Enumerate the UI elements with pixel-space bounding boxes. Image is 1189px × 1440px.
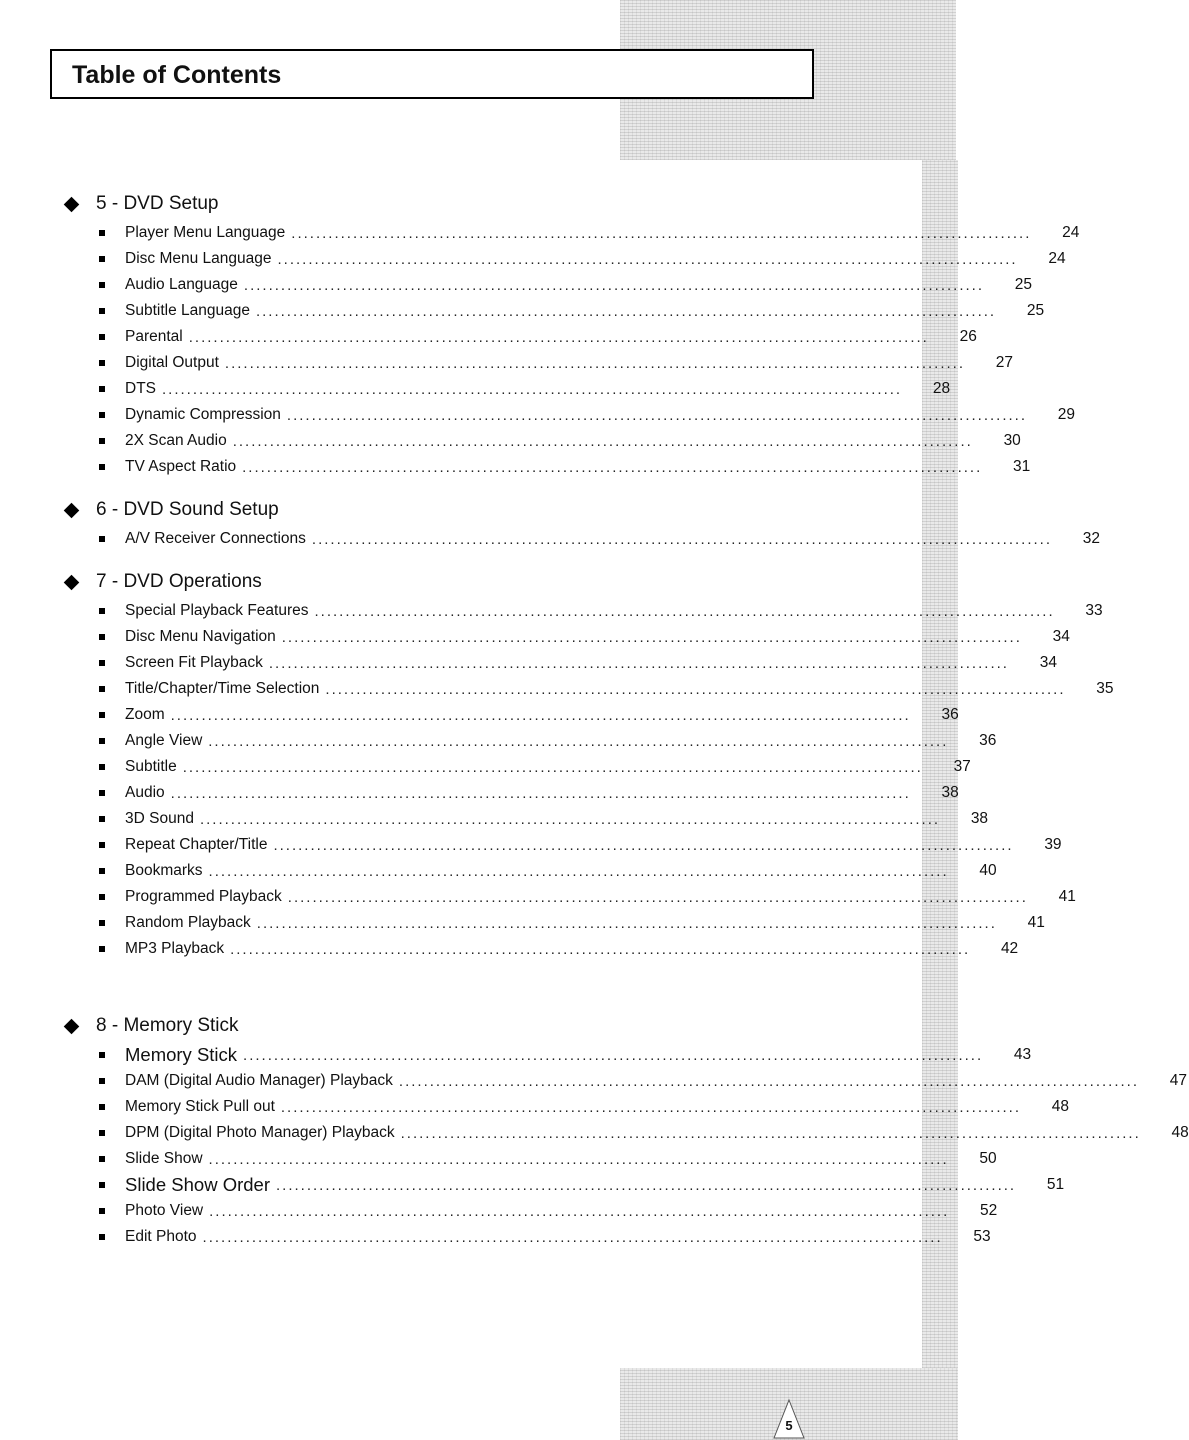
toc-entry-page: 42 [1000,940,1019,957]
toc-entry-label: Title/Chapter/Time Selection [125,680,320,697]
toc-entry [60,1146,997,1172]
square-bullet-icon [99,1234,105,1240]
toc-entry-label: 2X Scan Audio [125,432,227,449]
toc-entry-label: 3D Sound [125,810,194,827]
toc-entry-label: Special Playback Features [125,602,309,619]
toc-entry-page: 30 [1003,432,1021,449]
square-bullet-icon [99,1104,105,1110]
dot-leader: ........................................................................................................................ [255,302,997,320]
toc-entry-label: DPM (Digital Photo Manager) Playback [125,1124,395,1141]
dot-leader: ........................................................................................................................ [273,836,1014,854]
toc-entry-page: 50 [979,1150,997,1167]
square-bullet-icon [99,438,105,444]
toc-entry-page: 29 [1057,406,1076,423]
dot-leader: ........................................................................................................................ [314,602,1055,620]
dot-leader: ........................................................................................................................ [199,810,941,828]
title-box [50,49,814,99]
section-heading-text: 8 - Memory Stick [96,1015,239,1036]
square-bullet-icon [99,282,105,288]
toc-entry-page: 37 [953,758,971,775]
square-bullet-icon [99,790,105,796]
dot-leader: ........................................................................................................................ [224,354,966,372]
dot-leader: ........................................................................................................................ [256,914,997,932]
square-bullet-icon [99,1052,105,1058]
square-bullet-icon [99,894,105,900]
diamond-bullet-icon [64,196,80,212]
toc-entry-label: Player Menu Language [125,224,286,241]
toc-entry-label: Audio [125,784,165,801]
dot-leader: ........................................................................................................................ [170,784,911,802]
toc-entry-page: 41 [1027,914,1045,931]
dot-leader: ........................................................................................................................ [281,628,1022,646]
table-of-contents [60,188,1189,1250]
dot-leader: ........................................................................................................................ [208,862,949,880]
square-bullet-icon [99,334,105,340]
toc-entry-page: 41 [1058,888,1076,905]
dot-leader: ........................................................................................................................ [325,680,1066,698]
square-bullet-icon [99,536,105,542]
toc-entry-page: 32 [1082,530,1101,547]
square-bullet-icon [99,1078,105,1084]
diamond-bullet-icon [64,574,80,590]
toc-entry-label: Repeat Chapter/Title [125,836,268,853]
toc-section-dvd-setup [60,188,1080,480]
section-heading [60,494,800,526]
toc-entry [60,1224,991,1250]
toc-section-dvd-sound-setup [60,494,1101,552]
toc-entry-page: 47 [1169,1072,1188,1089]
toc-entry-page: 36 [941,706,959,723]
toc-entry [60,806,989,832]
dot-leader: ........................................................................................................................ [268,654,1009,672]
toc-entry [60,1198,998,1224]
toc-entry [60,402,1076,428]
toc-entry [60,272,1033,298]
toc-entry-page: 25 [1026,302,1045,319]
toc-entry-label: Angle View [125,732,203,749]
toc-entry-label: Slide Show [125,1150,203,1167]
section-heading-text: 5 - DVD Setup [96,193,219,214]
toc-entry [60,324,977,350]
square-bullet-icon [99,608,105,614]
toc-entry [60,598,1103,624]
toc-entry-label: Photo View [125,1202,204,1219]
dot-leader: ........................................................................................................................ [230,940,971,958]
toc-entry-label: A/V Receiver Connections [125,530,306,547]
square-bullet-icon [99,920,105,926]
dot-leader: ........................................................................................................................ [243,276,985,294]
toc-entry [60,702,959,728]
toc-section-dvd-operations [60,566,1114,962]
toc-entry [60,754,971,780]
square-bullet-icon [99,412,105,418]
toc-entry [60,832,1062,858]
diamond-bullet-icon [64,1018,80,1034]
toc-entry-label: Memory Stick Pull out [125,1098,275,1115]
toc-entry-label: DTS [125,380,156,397]
dot-leader: ........................................................................................................................ [287,888,1028,906]
square-bullet-icon [99,868,105,874]
toc-entry [60,780,959,806]
dot-leader: ........................................................................................................................ [243,1046,984,1064]
page-number: 5 [785,1418,793,1433]
dot-leader: ........................................................................................................................ [208,732,949,750]
square-bullet-icon [99,660,105,666]
toc-entry [60,676,1114,702]
toc-entry-label: Slide Show Order [125,1174,270,1195]
dot-leader: ........................................................................................................................ [286,406,1028,424]
dot-leader: ........................................................................................................................ [232,432,973,450]
dot-leader: ........................................................................................................................ [242,458,983,476]
square-bullet-icon [99,1130,105,1136]
toc-entry-page: 24 [1062,224,1080,241]
toc-entry-page: 48 [1171,1124,1189,1141]
toc-entry-page: 53 [973,1228,991,1245]
toc-entry [60,1042,1032,1068]
page-title: Table of Contents [72,61,282,89]
toc-entry-page: 43 [1013,1046,1032,1063]
toc-entry-page: 38 [970,810,989,827]
toc-entry-page: 36 [979,732,997,749]
square-bullet-icon [99,764,105,770]
toc-entry [60,526,1101,552]
square-bullet-icon [99,1208,105,1214]
square-bullet-icon [99,360,105,366]
square-bullet-icon [99,712,105,718]
toc-entry [60,454,1031,480]
dot-leader: ........................................................................................................................ [291,224,1032,242]
toc-entry-label: Programmed Playback [125,888,282,905]
toc-entry [60,650,1057,676]
toc-entry-page: 26 [959,328,977,345]
dot-leader: ........................................................................................................................ [398,1072,1140,1090]
dot-leader: ........................................................................................................................ [311,530,1053,548]
toc-entry-page: 28 [932,380,951,397]
dot-leader: ........................................................................................................................ [170,706,911,724]
toc-entry-label: Subtitle [125,758,177,775]
dot-leader: ........................................................................................................................ [400,1124,1141,1142]
square-bullet-icon [99,946,105,952]
toc-entry-label: Edit Photo [125,1228,197,1245]
square-bullet-icon [99,256,105,262]
dot-leader: ........................................................................................................................ [209,1202,950,1220]
toc-entry [60,624,1070,650]
toc-entry-label: Zoom [125,706,165,723]
toc-entry [60,1094,1069,1120]
square-bullet-icon [99,634,105,640]
toc-entry [60,910,1045,936]
toc-entry-page: 52 [980,1202,998,1219]
toc-entry-label: Digital Output [125,354,219,371]
toc-entry-label: Bookmarks [125,862,203,879]
toc-entry [60,1172,1065,1198]
toc-entry-page: 33 [1085,602,1103,619]
toc-entry [60,298,1045,324]
toc-entry-page: 25 [1014,276,1033,293]
toc-entry-label: Audio Language [125,276,238,293]
toc-entry [60,220,1080,246]
toc-entry-page: 31 [1013,458,1031,475]
toc-entry [60,728,997,754]
toc-entry-page: 34 [1052,628,1070,645]
dot-leader: ........................................................................................................................ [277,250,1018,268]
toc-entry [60,884,1076,910]
square-bullet-icon [99,386,105,392]
toc-entry [60,246,1066,272]
toc-entry-page: 35 [1096,680,1114,697]
dot-leader: ........................................................................................................................ [275,1176,1017,1194]
toc-entry-page: 48 [1051,1098,1069,1115]
section-heading [60,1010,800,1042]
toc-entry [60,1120,1189,1146]
toc-entry-page: 24 [1048,250,1066,267]
toc-entry-label: Memory Stick [125,1044,238,1065]
square-bullet-icon [99,686,105,692]
toc-entry-label: Disc Menu Language [125,250,272,267]
toc-entry-label: Subtitle Language [125,302,250,319]
toc-entry-label: TV Aspect Ratio [125,458,237,475]
toc-entry-label: Random Playback [125,914,251,931]
section-heading-text: 7 - DVD Operations [96,571,262,592]
square-bullet-icon [99,842,105,848]
diamond-bullet-icon [64,502,80,518]
toc-entry [60,936,1019,962]
dot-leader: ........................................................................................................................ [162,380,903,398]
section-heading [60,566,800,598]
dot-leader: ........................................................................................................................ [188,328,929,346]
toc-entry-page: 38 [941,784,959,801]
toc-entry-label: Dynamic Compression [125,406,281,423]
section-heading [60,188,800,220]
toc-entry [60,350,1014,376]
dot-leader: ........................................................................................................................ [280,1098,1021,1116]
page-number-marker [772,1398,806,1438]
square-bullet-icon [99,1156,105,1162]
section-heading-text: 6 - DVD Sound Setup [96,499,279,520]
dot-leader: ........................................................................................................................ [208,1150,949,1168]
square-bullet-icon [99,308,105,314]
toc-entry-label: Screen Fit Playback [125,654,263,671]
toc-entry [60,858,997,884]
toc-entry-label: Parental [125,328,183,345]
dot-leader: ........................................................................................................................ [202,1228,943,1246]
toc-entry-label: Disc Menu Navigation [125,628,276,645]
toc-entry-page: 51 [1046,1176,1065,1193]
toc-entry [60,428,1021,454]
dot-leader: ........................................................................................................................ [182,758,923,776]
toc-entry-page: 39 [1044,836,1062,853]
toc-section-memory-stick [60,1010,1189,1250]
toc-entry-page: 40 [979,862,997,879]
toc-entry [60,1068,1188,1094]
toc-entry-page: 34 [1039,654,1057,671]
square-bullet-icon [99,816,105,822]
toc-entry-label: MP3 Playback [125,940,225,957]
square-bullet-icon [99,738,105,744]
square-bullet-icon [99,1182,105,1188]
toc-entry-label: DAM (Digital Audio Manager) Playback [125,1072,393,1089]
square-bullet-icon [99,230,105,236]
toc-entry-page: 27 [995,354,1014,371]
square-bullet-icon [99,464,105,470]
toc-entry [60,376,951,402]
